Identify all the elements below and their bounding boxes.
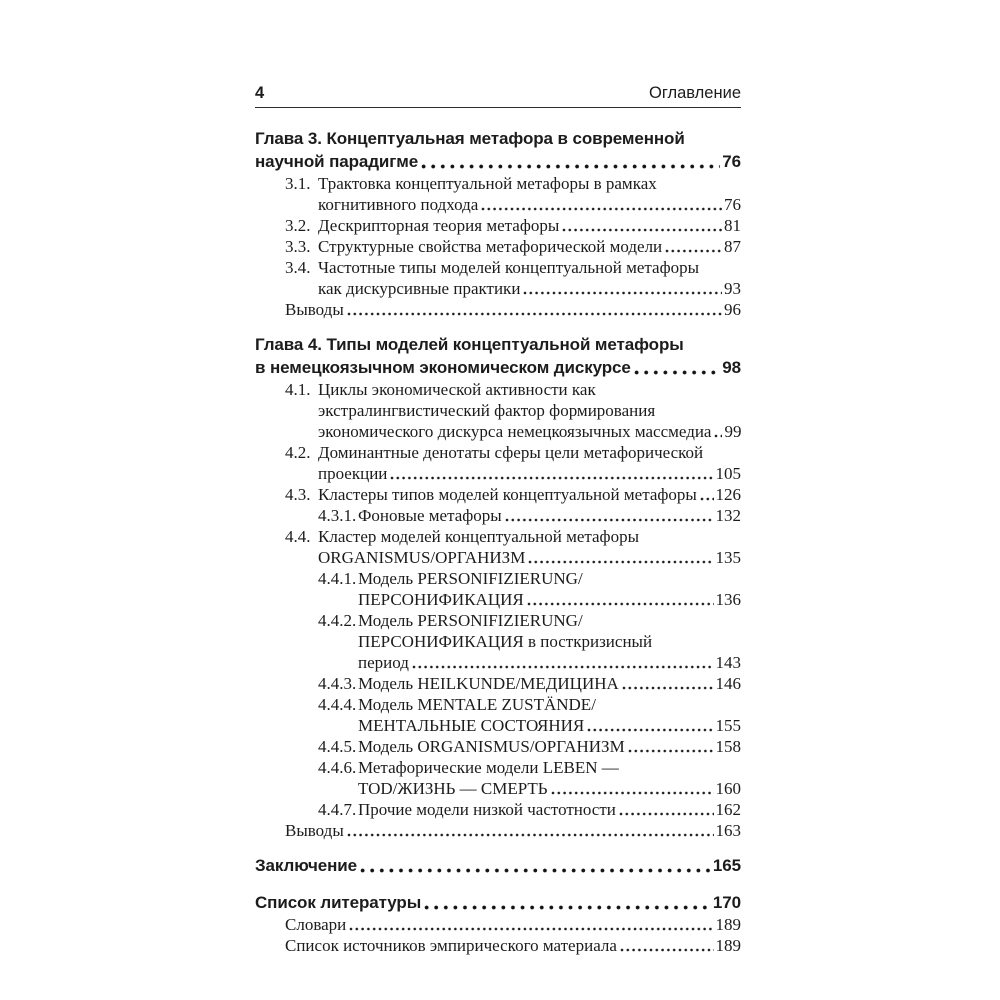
toc-entry-title: Модель ORGANISMUS/ОРГАНИЗМ [358, 737, 625, 756]
toc-entry-title: экономического дискурса немецкоязычных массмедиа [318, 422, 712, 441]
toc-entry [255, 610, 741, 673]
toc-entry-page: 96 [724, 300, 741, 319]
toc-entry-title: Выводы [285, 821, 344, 840]
toc-entry-number: 4.4.3. [318, 674, 357, 693]
toc-entry-title: МЕНТАЛЬНЫЕ СОСТОЯНИЯ [358, 716, 585, 735]
toc-entry [255, 236, 741, 257]
dot-leader [620, 935, 714, 956]
toc-entry-page: 189 [715, 915, 741, 934]
toc-entry-number: 3.3. [285, 237, 311, 256]
toc-entry-title: ПЕРСОНИФИКАЦИЯ [358, 590, 524, 609]
toc-entry-title: Кластеры типов моделей концептуальной метафоры [318, 485, 697, 504]
toc-entry-title: Циклы экономической активности как [318, 380, 596, 399]
toc-entry-title: период [358, 653, 409, 672]
toc-entry-page: 143 [715, 653, 741, 672]
toc-entry [255, 505, 741, 526]
dot-leader [619, 799, 714, 820]
toc-entry [255, 173, 741, 215]
toc-entry-page: 98 [722, 357, 741, 377]
toc-entry [255, 334, 741, 379]
dot-leader [360, 855, 711, 878]
book-page [255, 84, 741, 956]
toc-entry-title: когнитивного подхода [318, 195, 479, 214]
toc-entry-title: Трактовка концептуальной метафоры в рамках [318, 174, 657, 193]
toc-entry-title: в немецкоязычном экономическом дискурсе [255, 357, 631, 377]
toc-entry [255, 694, 741, 736]
toc-entry-number: 4.1. [285, 380, 311, 399]
dot-leader [714, 421, 722, 442]
toc-entry-page: 136 [715, 590, 741, 609]
toc-entry-page: 87 [724, 237, 741, 256]
toc-entry-title: проекции [318, 464, 388, 483]
toc-entry-number: 4.4.7. [318, 800, 357, 819]
toc-entry-number: 4.4. [285, 527, 311, 546]
dot-leader [390, 463, 713, 484]
toc-entry-page: 76 [722, 151, 741, 171]
toc-entry [255, 299, 741, 320]
dot-leader [700, 484, 714, 505]
toc-entry-number: 4.4.1. [318, 569, 357, 588]
toc-entry [255, 757, 741, 799]
dot-leader [347, 820, 714, 841]
toc-entry [255, 484, 741, 505]
toc-entry-page: 76 [724, 195, 741, 214]
toc-entry-title: Глава 3. Концептуальная метафора в современной [255, 129, 685, 148]
toc-entry-title: Список литературы [255, 892, 422, 912]
toc-entry-number: 4.3.1. [318, 506, 357, 525]
toc-entry-title: Структурные свойства метафорической модели [318, 237, 663, 256]
dot-leader [424, 892, 711, 915]
toc-entry-page: 189 [715, 936, 741, 955]
toc-entry-number: 3.4. [285, 258, 311, 277]
toc-entry-title: Фоновые метафоры [358, 506, 502, 525]
toc-entry [255, 379, 741, 442]
toc-entry-title: Глава 4. Типы моделей концептуальной метафоры [255, 335, 684, 354]
toc-entry-page: 158 [715, 737, 741, 756]
toc-entry-title: Частотные типы моделей концептуальной метафоры [318, 258, 700, 277]
toc-entry-title: Заключение [255, 856, 357, 875]
toc-entry-page: 105 [715, 464, 741, 483]
toc-entry-title: Выводы [285, 300, 344, 319]
toc-entry [255, 526, 741, 568]
toc-entry [255, 673, 741, 694]
toc-entry-page: 81 [724, 216, 741, 235]
toc-entry [255, 892, 741, 915]
toc-entry-title: Доминантные денотаты сферы цели метафорической [318, 443, 704, 462]
toc-entry-page: 155 [715, 716, 741, 735]
toc-entry-title: Список источников эмпирического материала [285, 936, 617, 955]
toc-entry-title: ORGANISMUS/ОРГАНИЗМ [318, 548, 526, 567]
toc-entry [255, 799, 741, 820]
toc-entry-page: 146 [715, 674, 741, 693]
toc-entry-number: 4.4.2. [318, 611, 357, 630]
running-title: Оглавление [649, 84, 741, 102]
toc-entry-title: Модель PERSONIFIZIERUNG/ [358, 611, 583, 630]
toc-entry [255, 568, 741, 610]
dot-leader [505, 505, 714, 526]
toc-entry-number: 3.2. [285, 216, 311, 235]
dot-leader [587, 715, 713, 736]
toc-entry-page: 163 [715, 821, 741, 840]
toc-entry-title: научной парадигме [255, 151, 419, 171]
toc-entry-page: 165 [712, 856, 741, 875]
dot-leader [412, 652, 714, 673]
toc-entry [255, 736, 741, 757]
toc-entry [255, 442, 741, 484]
toc-entry-page: 132 [715, 506, 741, 525]
toc-entry-title: Модель PERSONIFIZIERUNG/ [358, 569, 583, 588]
dot-leader [551, 778, 714, 799]
toc-entry [255, 820, 741, 841]
toc-entry [255, 257, 741, 299]
toc-entry-title: TOD/ЖИЗНЬ — СМЕРТЬ [358, 779, 548, 798]
dot-leader [622, 673, 714, 694]
toc-entry-page: 126 [715, 485, 741, 504]
toc-entry-number: 4.4.6. [318, 758, 357, 777]
toc-entry-page: 160 [715, 779, 741, 798]
toc-entry-title: Модель MENTALE ZUSTÄNDE/ [358, 695, 596, 714]
dot-leader [523, 278, 722, 299]
dot-leader [481, 194, 722, 215]
toc-entry-title: Кластер моделей концептуальной метафоры [318, 527, 639, 546]
toc-entry-title: ПЕРСОНИФИКАЦИЯ в посткризисный [358, 632, 653, 651]
page-number: 4 [255, 84, 265, 102]
toc-entry [255, 935, 741, 956]
dot-leader [349, 914, 713, 935]
dot-leader [665, 236, 722, 257]
toc-entry-page: 162 [715, 800, 741, 819]
dot-leader [421, 151, 720, 174]
toc-entry-page: 170 [712, 892, 741, 912]
toc-entry-title: экстралингвистический фактор формирования [318, 401, 656, 420]
toc-entry-page: 99 [724, 422, 742, 441]
toc-list [255, 128, 741, 956]
toc-entry-number: 3.1. [285, 174, 311, 193]
dot-leader [347, 299, 722, 320]
dot-leader [634, 357, 721, 380]
toc-entry [255, 855, 741, 878]
toc-entry-page: 135 [715, 548, 741, 567]
toc-entry-title: Дескрипторная теория метафоры [318, 216, 560, 235]
toc-entry [255, 215, 741, 236]
toc-entry-number: 4.3. [285, 485, 311, 504]
toc-entry-number: 4.2. [285, 443, 311, 462]
toc-entry-title: Метафорические модели LEBEN — [358, 758, 619, 777]
toc-entry-page: 93 [724, 279, 741, 298]
toc-entry-title: Словари [285, 915, 347, 934]
dot-leader [528, 547, 713, 568]
toc-entry [255, 914, 741, 935]
dot-leader [628, 736, 714, 757]
dot-leader [527, 589, 714, 610]
dot-leader [562, 215, 722, 236]
toc-entry-title: как дискурсивные практики [318, 279, 521, 298]
running-header [255, 84, 741, 108]
toc-entry-title: Модель HEILKUNDE/МЕДИЦИНА [358, 674, 619, 693]
toc-entry-number: 4.4.4. [318, 695, 357, 714]
toc-entry [255, 128, 741, 173]
toc-entry-title: Прочие модели низкой частотности [358, 800, 616, 819]
toc-entry-number: 4.4.5. [318, 737, 357, 756]
